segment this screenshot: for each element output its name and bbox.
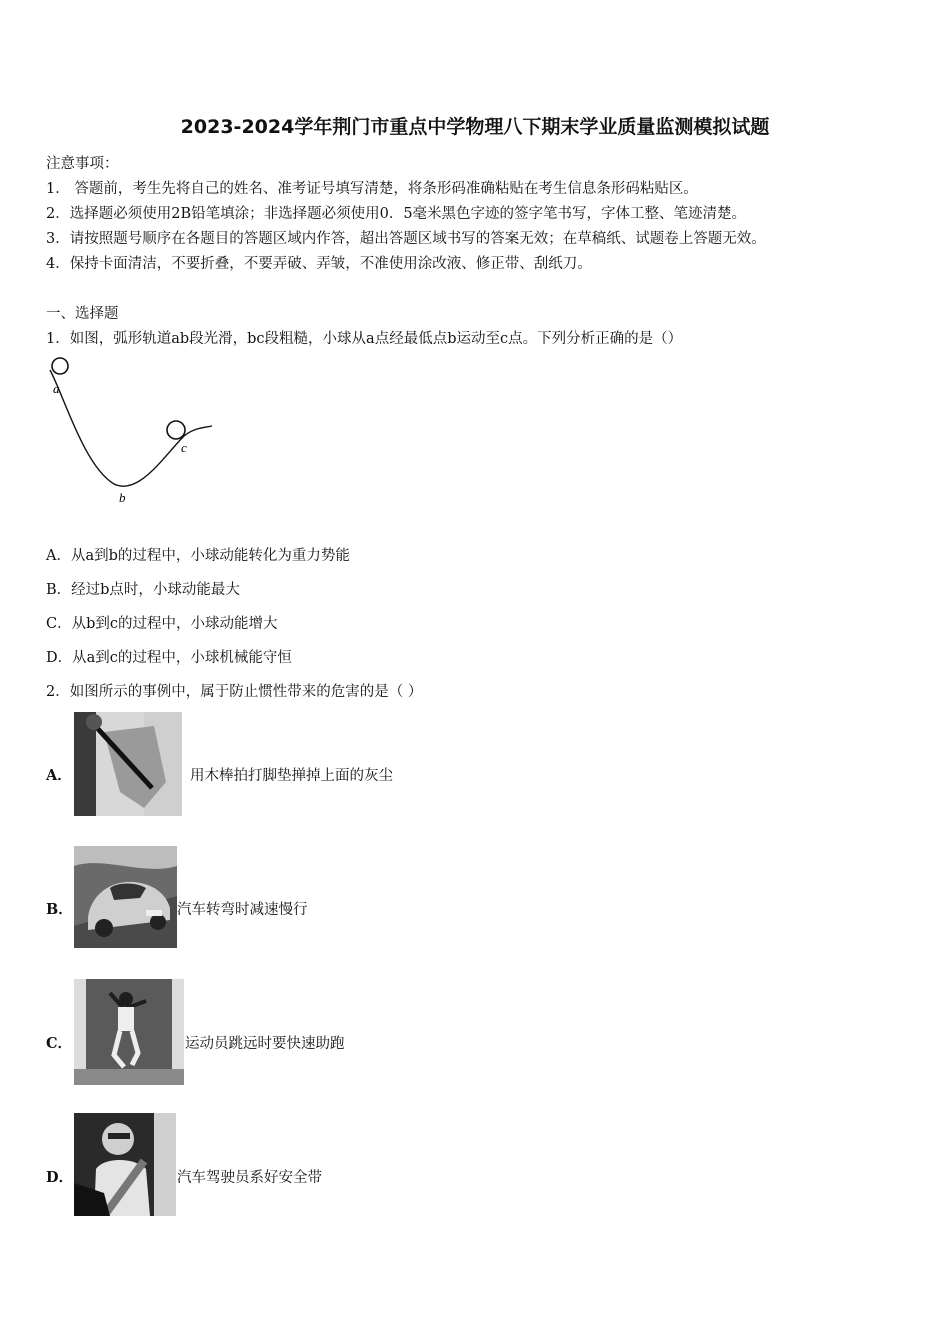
q1-option-a[interactable]: A．从a到b的过程中，小球动能转化为重力势能 (46, 548, 350, 564)
label-c: c (181, 440, 187, 455)
q1-option-d[interactable]: D．从a到c的过程中，小球机械能守恒 (46, 650, 292, 666)
seatbelt-driver-photo (74, 1113, 176, 1216)
q2-option-a-text[interactable]: 用木棒拍打脚垫掸掉上面的灰尘 (190, 768, 393, 784)
q2-option-c-letter[interactable]: C． (46, 1035, 73, 1052)
q2-option-b-letter[interactable]: B． (46, 901, 73, 918)
notice-item-1: 1． 答题前，考生先将自己的姓名、准考证号填写清楚，将条形码准确粘贴在考生信息条形码粘贴区。 (46, 181, 698, 197)
question-1-stem: 1．如图，弧形轨道ab段光滑，bc段粗糙，小球从a点经最低点b运动至c点。下列分析正确的是（） (46, 331, 683, 347)
carpet-beating-photo (74, 712, 182, 816)
page-title: 2023-2024学年荆门市重点中学物理八下期末学业质量监测模拟试题 (180, 116, 770, 138)
label-b: b (119, 490, 126, 505)
label-a: a (53, 381, 60, 396)
car-turning-photo (74, 846, 177, 948)
q1-option-c[interactable]: C．从b到c的过程中，小球动能增大 (46, 616, 278, 632)
notice-heading: 注意事项： (46, 156, 119, 172)
q2-option-b-text[interactable]: 汽车转弯时减速慢行 (177, 902, 308, 918)
notice-item-4: 4．保持卡面清洁，不要折叠，不要弄破、弄皱，不准使用涂改液、修正带、刮纸刀。 (46, 256, 592, 272)
long-jump-photo (74, 979, 184, 1085)
q1-option-b[interactable]: B．经过b点时，小球动能最大 (46, 582, 240, 598)
track-figure (44, 356, 219, 506)
section-heading: 一、选择题 (46, 306, 119, 322)
q2-option-d-letter[interactable]: D． (46, 1169, 74, 1186)
q2-option-a-letter[interactable]: A． (46, 767, 72, 784)
notice-item-2: 2．选择题必须使用2B铅笔填涂；非选择题必须使用0．5毫米黑色字迹的签字笔书写，字体工整、笔迹清楚。 (46, 206, 747, 222)
notice-item-3: 3．请按照题号顺序在各题目的答题区域内作答，超出答题区域书写的答案无效；在草稿纸、试题卷上答题无效。 (46, 231, 766, 247)
q2-option-d-text[interactable]: 汽车驾驶员系好安全带 (177, 1170, 322, 1186)
q2-option-c-text[interactable]: 运动员跳远时要快速助跑 (185, 1036, 345, 1052)
question-2-stem: 2．如图所示的事例中，属于防止惯性带来的危害的是（ ） (46, 684, 423, 700)
